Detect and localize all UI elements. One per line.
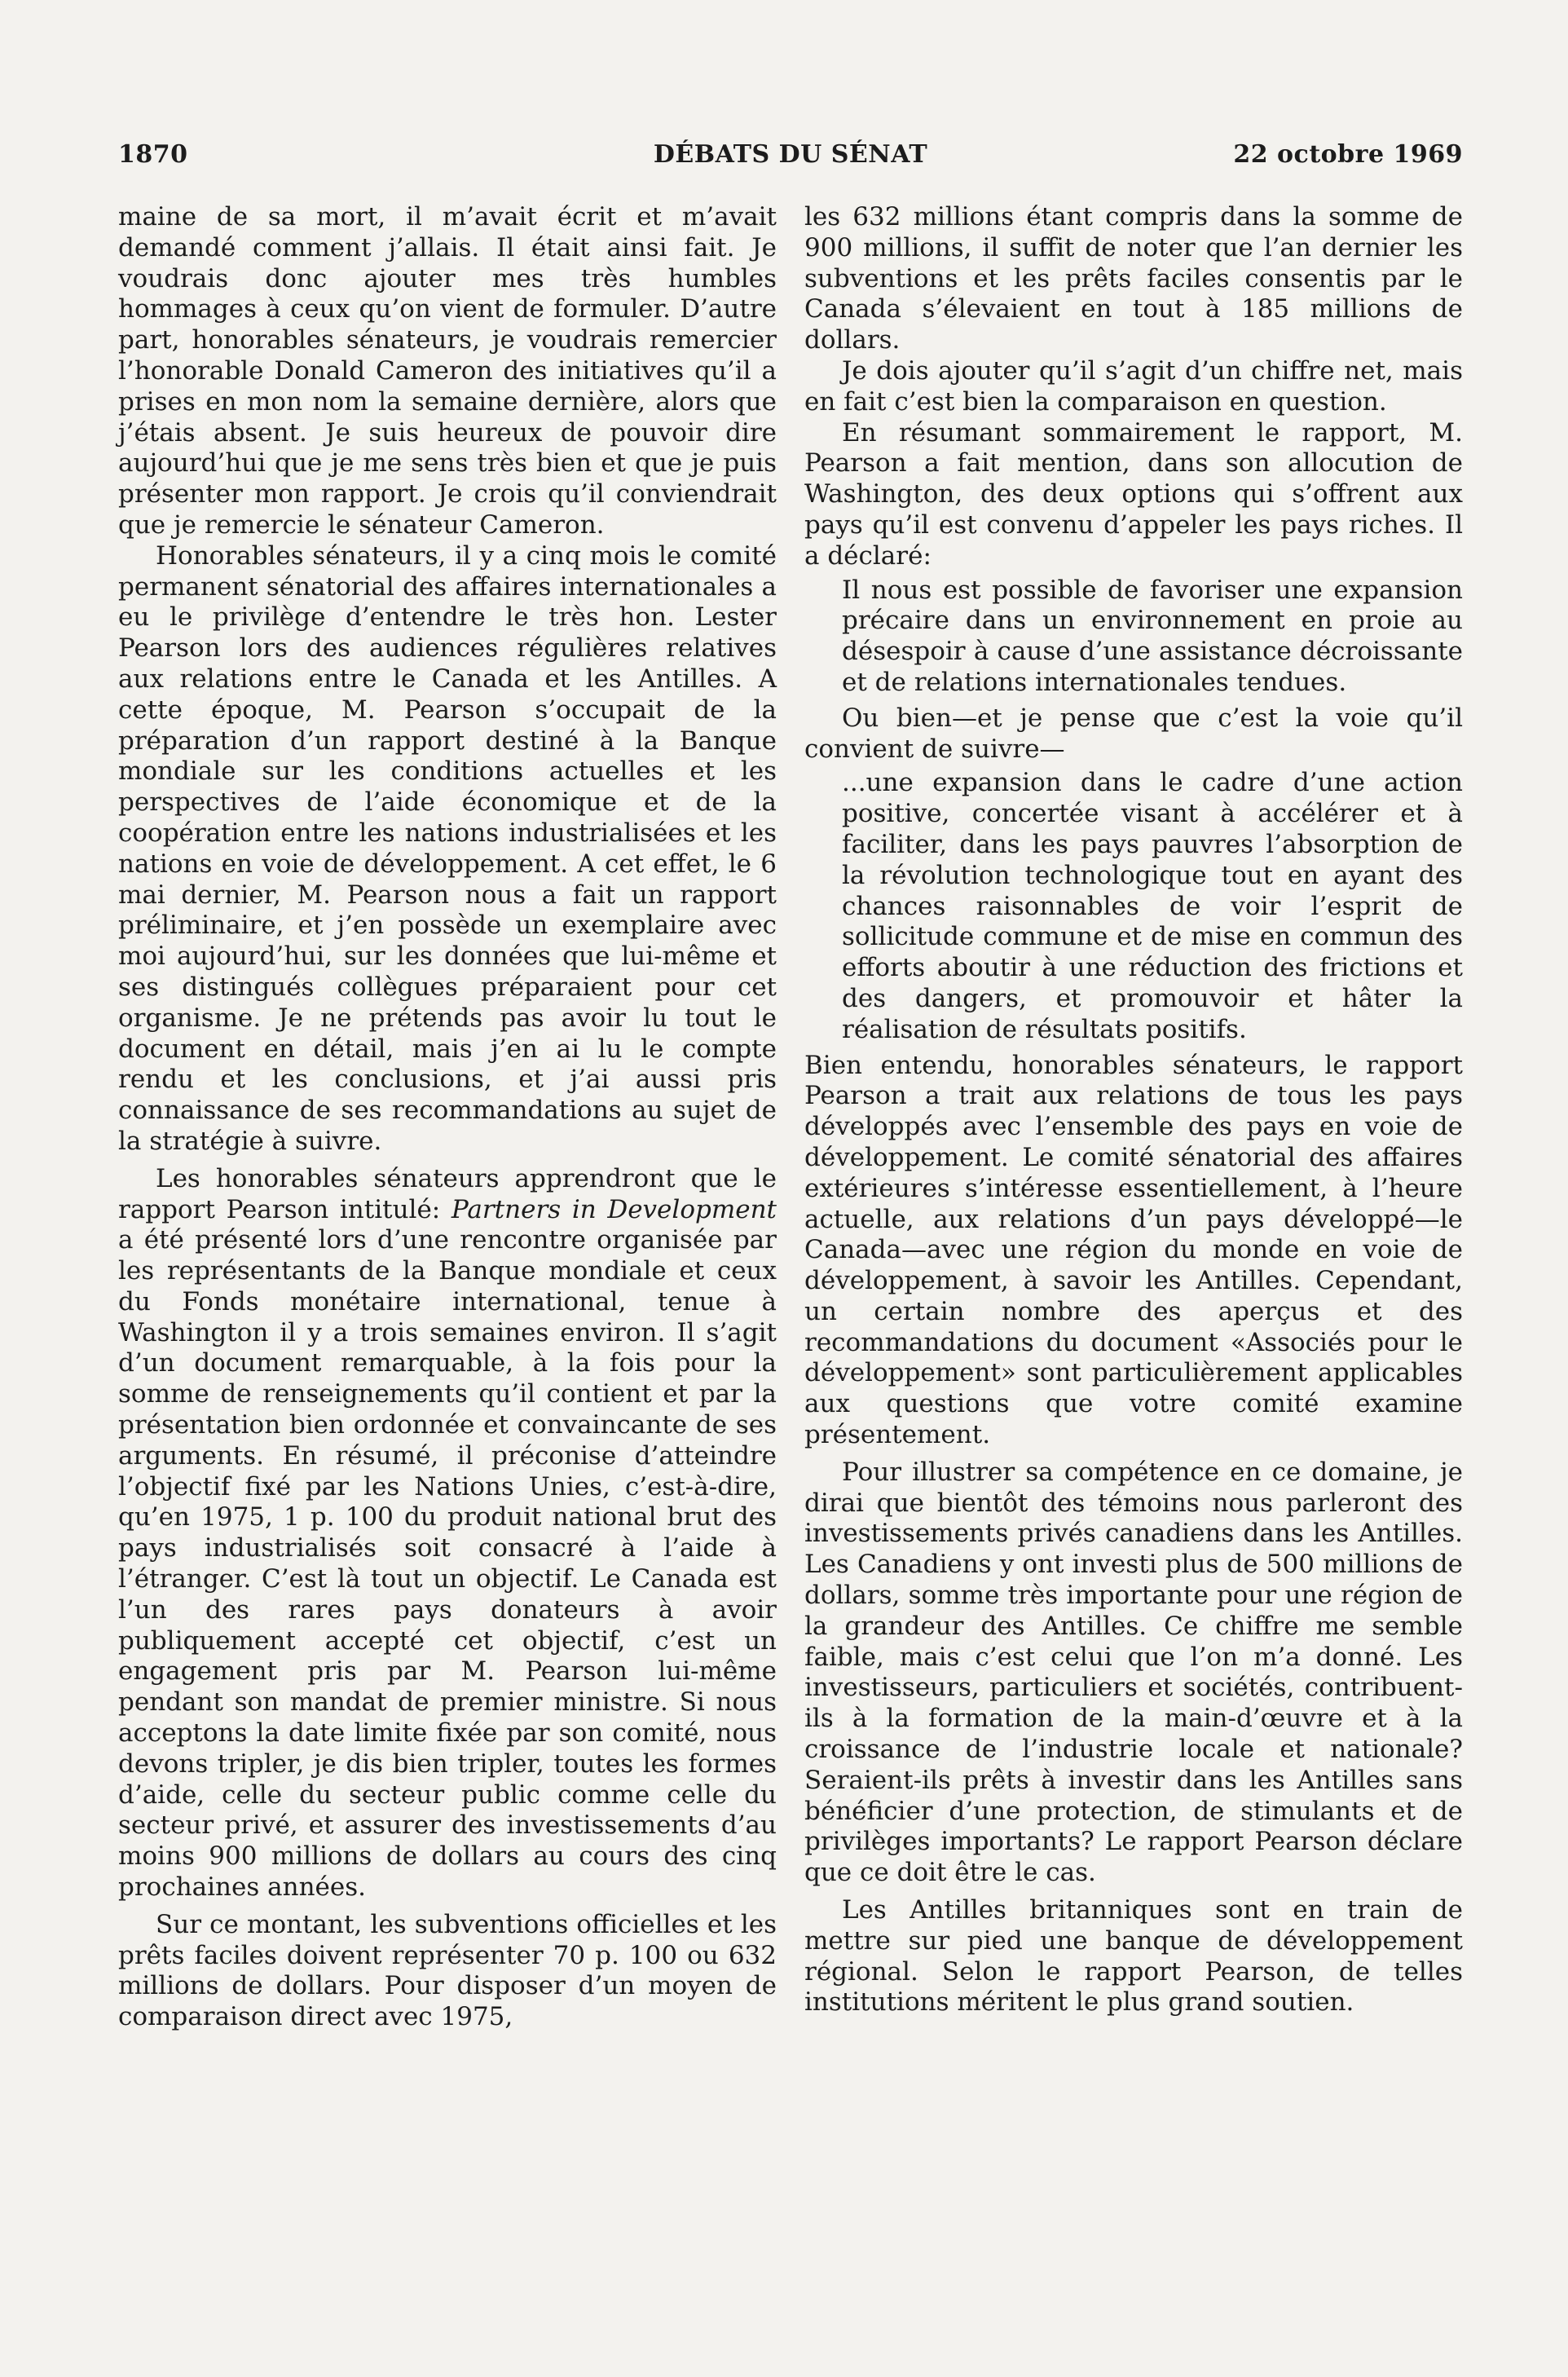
paragraph: En résumant sommairement le rapport, M. Pearson a fait mention, dans son allocution de Washington, des deux options qui s’offrent aux pays qu’il est convenu d’appeler les pays riches. Il a déclaré: (804, 417, 1463, 571)
page-number: 1870 (118, 140, 188, 169)
paragraph: les 632 millions étant compris dans la somme de 900 millions, il suffit de noter que l’an dernier les subventions et les prêts faciles consentis par le Canada s’élevaient en tout à 185 millions de dollars. (804, 202, 1463, 355)
block-quote: ...une expansion dans le cadre d’une action positive, concertée visant à accélérer et à faciliter, dans les pays pauvres l’absorption de la révolution technologique tout en ayant des chances raisonnables de voir l’esprit de sollicitude commune et de mise en commun des efforts aboutir à une réduction des frictions et des dangers, et promouvoir et hâter la réalisation de résultats positifs. (842, 768, 1463, 1044)
right-column (804, 202, 1463, 2018)
left-column (118, 202, 777, 2033)
paragraph: Sur ce montant, les subventions officielles et les prêts faciles doivent représenter 70 p. 100 ou 632 millions de dollars. Pour disposer d’un moyen de comparaison direct avec 1975, (118, 1909, 777, 2032)
document-page (118, 137, 1463, 2338)
block-quote: Il nous est possible de favoriser une expansion précaire dans un environnement en proie au désespoir à cause d’une assistance décroissante et de relations internationales tendues. (842, 575, 1463, 697)
publication-title: DÉBATS DU SÉNAT (653, 140, 928, 169)
text-run: a été présenté lors d’une rencontre organisée par les représentants de la Banque mondiale et ceux du Fonds monétaire international, tenue à Washington il y a trois semaines environ. Il s’agit d’un document remarquable, à la fois pour la somme de renseignements qu’il contient et par la présentation bien ordonnée et convaincante de ses arguments. En résumé, il préconise d’atteindre l’objectif fixé par les Nations Unies, c’est-à-dire, qu’en 1975, 1 p. 100 du produit national brut des pays industrialisés soit consacré à l’aide à l’étranger. C’est là tout un objectif. Le Canada est l’un des rares pays donateurs à avoir publiquement accepté cet objectif, c’est un engagement pris par M. Pearson lui-même pendant son mandat de premier ministre. Si nous acceptons la date limite fixée par son comité, nous devons tripler, je dis bien tripler, toutes les formes d’aide, celle du secteur public comme celle du secteur privé, et assurer des investissements d’au moins 900 millions de dollars au cours des cinq prochaines années. (118, 1225, 777, 1903)
issue-date: 22 octobre 1969 (1233, 140, 1463, 169)
paragraph (118, 1164, 777, 1903)
paragraph: Les Antilles britanniques sont en train de mettre sur pied une banque de développement régional. Selon le rapport Pearson, de telles institutions méritent le plus grand soutien. (804, 1895, 1463, 2018)
page-header (118, 137, 1463, 178)
paragraph: Je dois ajouter qu’il s’agit d’un chiffre net, mais en fait c’est bien la comparaison en question. (804, 355, 1463, 417)
paragraph: maine de sa mort, il m’avait écrit et m’avait demandé comment j’allais. Il était ainsi fait. Je voudrais donc ajouter mes très humbles hommages à ceux qu’on vient de formuler. D’autre part, honorables sénateurs, je voudrais remercier l’honorable Donald Cameron des initiatives qu’il a prises en mon nom la semaine dernière, alors que j’étais absent. Je suis heureux de pouvoir dire aujourd’hui que je me sens très bien et que je puis présenter mon rapport. Je crois qu’il conviendrait que je remercie le sénateur Cameron. (118, 202, 777, 540)
paragraph: Pour illustrer sa compétence en ce domaine, je dirai que bientôt des témoins nous parleront des investissements privés canadiens dans les Antilles. Les Canadiens y ont investi plus de 500 millions de dollars, somme très importante pour une région de la grandeur des Antilles. Ce chiffre me semble faible, mais c’est celui que l’on m’a donné. Les investisseurs, particuliers et sociétés, contribuent-ils à la formation de la main-d’œuvre et à la croissance de l’industrie locale et nationale? Seraient-ils prêts à investir dans les Antilles sans bénéficier d’une protection, de stimulants et de privilèges importants? Le rapport Pearson déclare que ce doit être le cas. (804, 1457, 1463, 1888)
report-title-italic: Partners in Development (451, 1194, 777, 1224)
text-run: Les honorables sénateurs apprendront que le rapport Pearson intitulé: (118, 1163, 777, 1224)
paragraph: Honorables sénateurs, il y a cinq mois le comité permanent sénatorial des affaires internationales a eu le privilège d’entendre le très hon. Lester Pearson lors des audiences régulières relatives aux relations entre le Canada et les Antilles. A cette époque, M. Pearson s’occupait de la préparation d’un rapport destiné à la Banque mondiale sur les conditions actuelles et les perspectives de l’aide économique et de la coopération entre les nations industrialisées et les nations en voie de développement. A cet effet, le 6 mai dernier, M. Pearson nous a fait un rapport préliminaire, et j’en possède un exemplaire avec moi aujourd’hui, sur les données que lui-même et ses distingués collègues préparaient pour cet organisme. Je ne prétends pas avoir lu tout le document en détail, mais j’en ai lu le compte rendu et les conclusions, et j’ai aussi pris connaissance de ses recommandations au sujet de la stratégie à suivre. (118, 540, 777, 1156)
paragraph: Bien entendu, honorables sénateurs, le rapport Pearson a trait aux relations de tous les pays développés avec l’ensemble des pays en voie de développement. Le comité sénatorial des affaires extérieures s’intéresse essentiellement, à l’heure actuelle, aux relations d’un pays développé—le Canada—avec une région du monde en voie de développement, à savoir les Antilles. Cependant, un certain nombre des aperçus et des recommandations du document «Associés pour le développement» sont particulièrement applicables aux questions que votre comité examine présentement. (804, 1050, 1463, 1450)
paragraph: Ou bien—et je pense que c’est la voie qu’il convient de suivre— (804, 703, 1463, 764)
